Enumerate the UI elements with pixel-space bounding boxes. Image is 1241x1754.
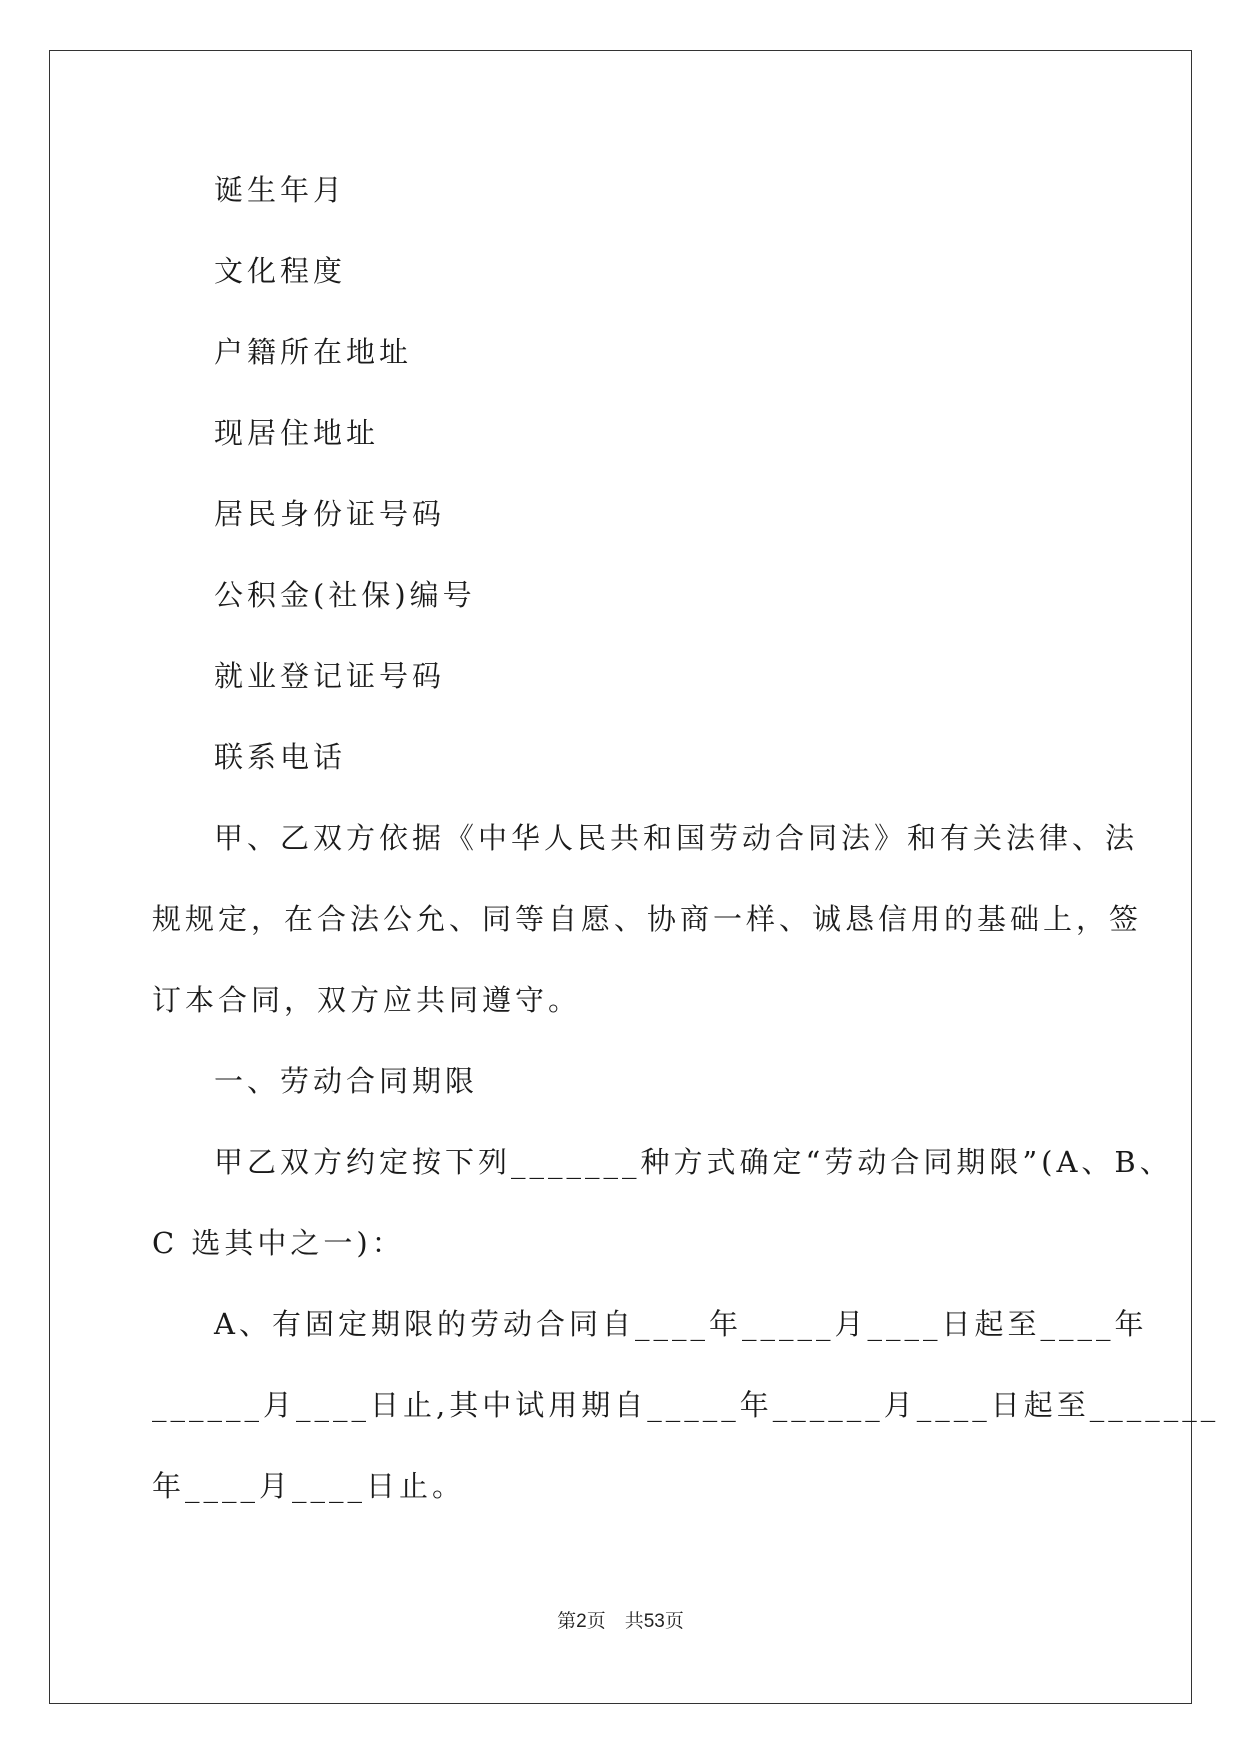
paragraph-1-line-2: 规规定，在合法公允、同等自愿、协商一样、诚恳信用的基础上，签 <box>152 902 1143 936</box>
section-1-heading: 一、劳动合同期限 <box>214 1064 479 1098</box>
paragraph-3-line-1: A、有固定期限的劳动合同自____年_____月____日起至____年 <box>214 1307 1148 1341</box>
field-household-address: 户籍所在地址 <box>214 335 413 369</box>
field-provident-fund-number: 公积金(社保)编号 <box>214 578 476 612</box>
paragraph-3-line-2: ______月____日止,其中试用期自_____年______月____日起至_______ <box>152 1388 1220 1422</box>
field-phone: 联系电话 <box>214 740 347 774</box>
page-footer <box>0 1606 1241 1633</box>
footer-mid: 页 共 <box>586 1611 644 1632</box>
footer-page-number: 2 <box>576 1611 587 1632</box>
paragraph-3-line-3: 年____月____日止。 <box>152 1469 466 1503</box>
paragraph-2-line-1: 甲乙双方约定按下列_______种方式确定“劳动合同期限”(A、B、 <box>214 1145 1173 1179</box>
field-birth-date: 诞生年月 <box>214 173 347 207</box>
paragraph-1-line-1: 甲、乙双方依据《中华人民共和国劳动合同法》和有关法律、法 <box>214 821 1139 855</box>
footer-total-pages: 53 <box>643 1611 665 1632</box>
paragraph-2-line-2: C 选其中之一)： <box>152 1226 405 1260</box>
footer-prefix: 第 <box>557 1611 577 1632</box>
field-current-address: 现居住地址 <box>214 416 380 450</box>
field-education: 文化程度 <box>214 254 347 288</box>
paragraph-1-line-3: 订本合同，双方应共同遵守。 <box>152 983 582 1017</box>
field-employment-reg-number: 就业登记证号码 <box>214 659 446 693</box>
field-id-number: 居民身份证号码 <box>214 497 446 531</box>
page-frame <box>49 50 1220 1704</box>
footer-suffix: 页 <box>664 1611 684 1632</box>
